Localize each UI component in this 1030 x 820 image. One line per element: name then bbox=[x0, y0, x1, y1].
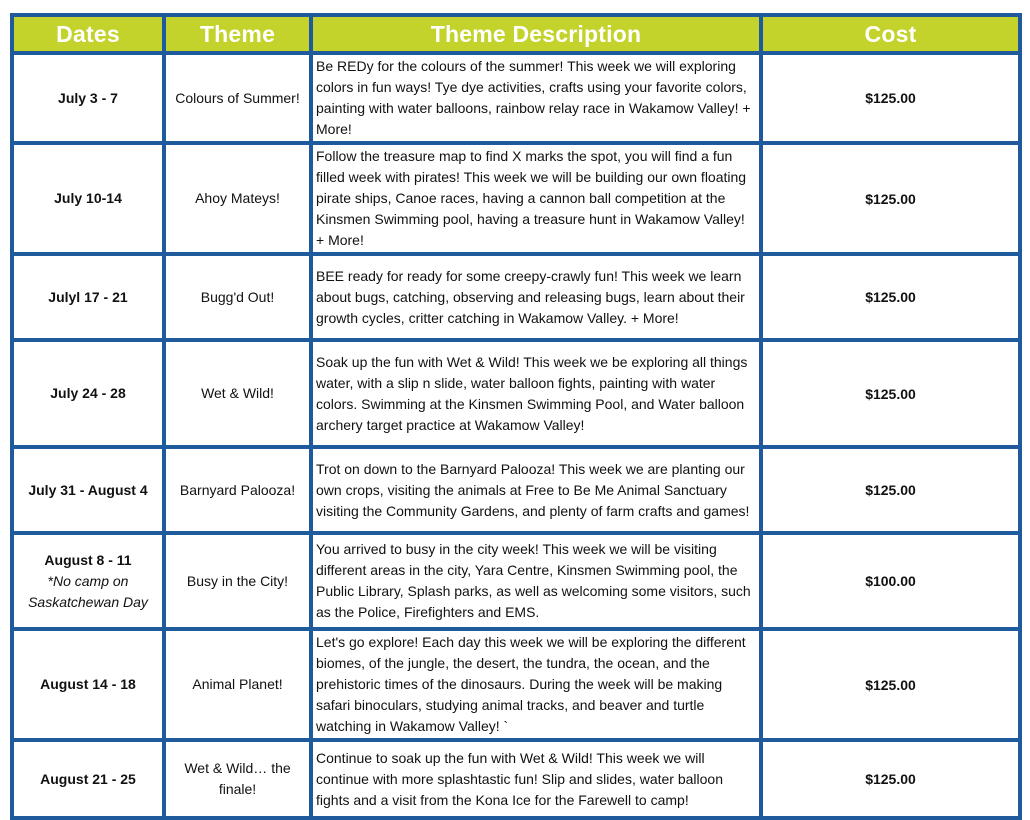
cost-cell: $125.00 bbox=[761, 629, 1020, 740]
description-cell: Soak up the fun with Wet & Wild! This week we be exploring all things water, with a slip n slide, water balloon fights, painting with water colors. Swimming at the Kinsmen Swimming Pool, and Water balloon archery target practice at Wakamow Valley! bbox=[311, 340, 761, 447]
date-cell bbox=[12, 447, 164, 533]
date-cell bbox=[12, 740, 164, 818]
table-row bbox=[12, 143, 1020, 254]
date-cell bbox=[12, 629, 164, 740]
cost-cell: $125.00 bbox=[761, 740, 1020, 818]
header-theme-description: Theme Description bbox=[311, 15, 761, 53]
date-text: Julyl 17 - 21 bbox=[48, 288, 128, 305]
cost-cell: $125.00 bbox=[761, 254, 1020, 340]
date-text: August 21 - 25 bbox=[40, 770, 136, 787]
camp-schedule-table bbox=[10, 13, 1022, 820]
theme-cell: Colours of Summer! bbox=[164, 53, 311, 143]
date-text: August 14 - 18 bbox=[40, 676, 136, 692]
theme-cell: Wet & Wild… the finale! bbox=[164, 740, 311, 818]
theme-cell: Wet & Wild! bbox=[164, 340, 311, 447]
table-row bbox=[12, 629, 1020, 740]
table-row bbox=[12, 740, 1020, 818]
cost-cell: $125.00 bbox=[761, 340, 1020, 447]
date-text: August 8 - 11 bbox=[44, 551, 132, 568]
theme-cell: Barnyard Palooza! bbox=[164, 447, 311, 533]
date-text: July 3 - 7 bbox=[58, 89, 118, 106]
table-row bbox=[12, 340, 1020, 447]
date-cell bbox=[12, 143, 164, 254]
date-note: *No camp on Saskatchewan Day bbox=[28, 572, 148, 610]
table-header bbox=[12, 15, 1020, 53]
date-text: July 10-14 bbox=[54, 190, 122, 206]
description-cell: Let's go explore! Each day this week we will be exploring the different biomes, of the jungle, the desert, the tundra, the ocean, and the prehistoric times of the dinosaurs. During the week will be making safari binoculars, studying animal tracks, and beaver and turtle watching in Wakamow Valley! ` bbox=[311, 629, 761, 740]
header-row bbox=[12, 15, 1020, 53]
table-body bbox=[12, 53, 1020, 818]
theme-cell: Animal Planet! bbox=[164, 629, 311, 740]
cost-cell: $125.00 bbox=[761, 447, 1020, 533]
theme-cell: Bugg'd Out! bbox=[164, 254, 311, 340]
cost-cell: $100.00 bbox=[761, 533, 1020, 629]
description-cell: Be REDy for the colours of the summer! This week we will exploring colors in fun ways! Tye dye activities, crafts using your favorite colors, painting with water balloons, rainbow relay race in Wakamow Valley! + More! bbox=[311, 53, 761, 143]
theme-cell: Ahoy Mateys! bbox=[164, 143, 311, 254]
description-cell: Continue to soak up the fun with Wet & Wild! This week we will continue with more splashtastic fun! Slip and slides, water balloon fights and a visit from the Kona Ice for the Farewell to camp! bbox=[311, 740, 761, 818]
header-dates: Dates bbox=[12, 15, 164, 53]
description-cell: Follow the treasure map to find X marks the spot, you will find a fun filled week with pirates! This week we will be building our own floating pirate ships, Canoe races, having a cannon ball competition at the Kinsmen Swimming pool, having a treasure hunt in Wakamow Valley! + More! bbox=[311, 143, 761, 254]
description-cell: You arrived to busy in the city week! This week we will be visiting different areas in the city, Yara Centre, Kinsmen Swimming pool, the Public Library, Splash parks, as well as welcoming some visitors, such as the Police, Firefighters and EMS. bbox=[311, 533, 761, 629]
date-text: July 31 - August 4 bbox=[28, 481, 148, 498]
table-row bbox=[12, 254, 1020, 340]
table-row bbox=[12, 53, 1020, 143]
header-theme: Theme bbox=[164, 15, 311, 53]
date-cell bbox=[12, 340, 164, 447]
table-row bbox=[12, 533, 1020, 629]
table-row bbox=[12, 447, 1020, 533]
date-cell bbox=[12, 533, 164, 629]
theme-cell: Busy in the City! bbox=[164, 533, 311, 629]
cost-cell: $125.00 bbox=[761, 143, 1020, 254]
description-cell: BEE ready for ready for some creepy-crawly fun! This week we learn about bugs, catching, observing and releasing bugs, learn about their growth cycles, critter catching in Wakamow Valley. + More! bbox=[311, 254, 761, 340]
date-cell bbox=[12, 53, 164, 143]
header-cost: Cost bbox=[761, 15, 1020, 53]
description-cell: Trot on down to the Barnyard Palooza! This week we are planting our own crops, visiting the animals at Free to Be Me Animal Sanctuary visiting the Community Gardens, and plenty of farm crafts and games! bbox=[311, 447, 761, 533]
cost-cell: $125.00 bbox=[761, 53, 1020, 143]
date-text: July 24 - 28 bbox=[50, 385, 126, 401]
date-cell bbox=[12, 254, 164, 340]
